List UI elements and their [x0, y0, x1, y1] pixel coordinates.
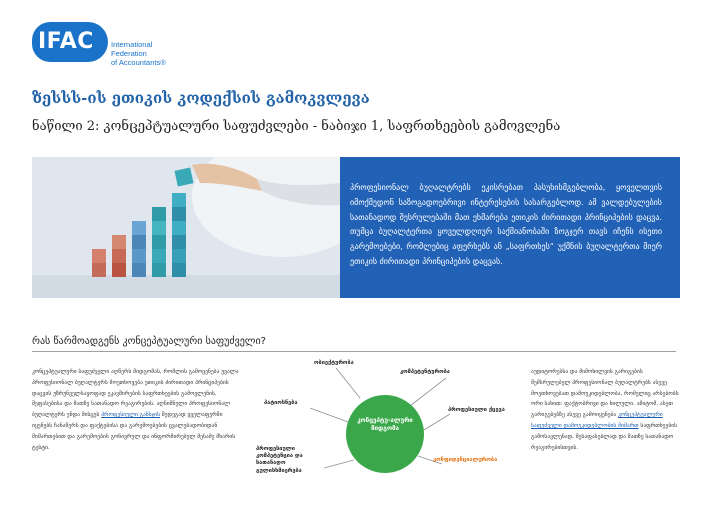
section-question: რას წარმოადგენს კონცეპტუალური საფუძველი?: [32, 336, 266, 347]
right-paragraph-2: საფრთხეების გამოსავლენად, შესაფასებლად და მათზე სათანადო რეაგირებისთვის.: [531, 422, 678, 451]
section-divider: [32, 351, 676, 352]
label-due-care: პროფესიული კომპეტენცია და სათანადო გულისხმიერება: [256, 446, 303, 474]
block-stack-5: [172, 193, 186, 277]
hero-image: [32, 157, 340, 298]
page-title: ზესსს-ის ეთიკის კოდექსის გამოკვლევა: [32, 89, 370, 107]
label-competence: კომპეტენტურობა: [400, 369, 450, 375]
left-column-text: [32, 367, 242, 453]
line-objectivity: [336, 368, 360, 398]
conceptual-approach-circle: [346, 395, 424, 473]
left-paragraph-3: შედეგად ყველაფერში იყენებს ჩანაწერს და ფაქტებისა და გარემოებების ცვალებადობიდან მიმართებით და გარემოების გონივრულ და ინფორმირებულ მესამე მხარის ტესტი.: [32, 412, 236, 451]
logo-caption: [111, 40, 166, 67]
intro-panel: [340, 157, 680, 298]
line-competence: [410, 378, 446, 406]
hero-illustration: [32, 157, 340, 298]
block-stack-3: [132, 221, 146, 277]
ifac-logo[interactable]: [32, 22, 110, 64]
right-column-text: [531, 367, 681, 453]
professional-judgment-link[interactable]: პროფესიული განსჯის: [101, 412, 160, 419]
intro-text: პროფესიონალ ბუღალტრებს ეკისრებათ პასუხისმგებლობა, ყოველთვის იმოქმედონ საზოგადოებრივი ინტერესების სასარგებლოდ. ამ ვალდებულების სათანადოდ შესრულებაში მათ ეხმარება ეთიკის ძირითადი პრინციპების დაცვა. თუმცა ბუღალტერთა ყოველდღიურ საქმიანობაში ზოგჯერ თავს იჩენს ისეთი გარემოებები, რომლებიც აფერხებს ან „საფრთხეს“ უქმნის ბუღალტერთა მიერ ეთიკის ძირითადი პრინციპების დაცვას.: [350, 183, 662, 266]
label-integrity: პატიოსნება: [264, 400, 298, 406]
right-paragraph-1: აუდიტორებსა და მიმოხილვის გარიგების შემსრულებელ პროფესიონალ ბუღალტრებს ასევე მოეთხოვებათ დამოუკიდებლობა, რომელიც არსებობს ორი სახით: ფაქტობრივი და ხილული. ამიტომ, ასეთ გარიგებებზე ასევე გამოიყენება: [531, 369, 679, 419]
line-professional-behavior: [424, 414, 450, 430]
principles-diagram: [250, 356, 518, 508]
logo-line-1: International: [111, 40, 153, 49]
left-paragraph-1: კონცეპტუალური საფუძველი აღწერს მიდგომას, რომლის გამოყენება უვალა პროფესიონალ ბუღალტერს მოეთხოვება ეთიკის ძირითადი პრინციპების დაცვის უზრუნველსაყოფად ეკავშირების საფრთხეების გამოვლენის, შეფასებისა და მათზე სათანადო რეაგირების.: [32, 369, 239, 408]
circle-label: კონცეპტუ-ალური მიდგომა: [357, 417, 413, 432]
block-stack-2: [112, 235, 126, 277]
independence-framework-link[interactable]: კონცეპტუალური საფუძველი დამოუკიდებლობის მიმართ: [531, 412, 663, 429]
line-integrity: [310, 408, 348, 422]
page-subtitle: ნაწილი 2: კონცეპტუალური საფუძვლები - ნაბიჯი 1, საფრთხეების გამოვლენა: [32, 119, 561, 134]
logo-line-3: of Accountants®: [111, 58, 166, 67]
logo-mark: IFAC: [38, 29, 94, 54]
logo-line-2: Federation: [111, 49, 147, 58]
label-objectivity: ობიექტურობა: [314, 360, 354, 366]
line-due-care: [324, 460, 354, 468]
left-paragraph-2: აღნიშნული პროფესიონალ ბუღალტერს უნდა მისცეს: [32, 401, 231, 419]
label-professional-behavior: პროფესიული ქცევა: [448, 407, 505, 413]
block-stack-4: [152, 207, 166, 277]
block-stack-1: [92, 249, 106, 277]
label-confidentiality: კონფიდენციალურობა: [433, 457, 498, 463]
